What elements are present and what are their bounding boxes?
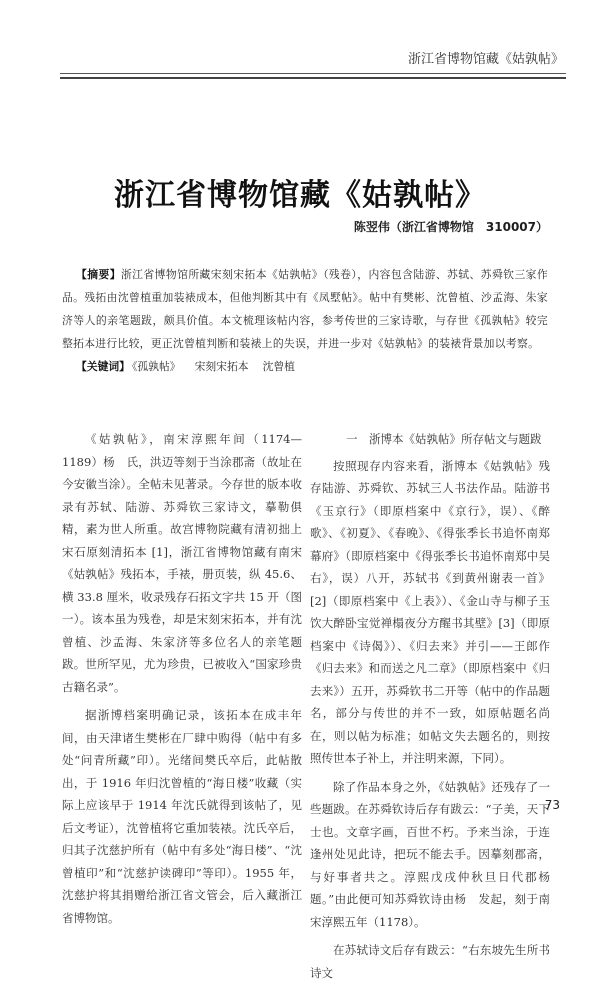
page-title: 浙江省博物馆藏《姑孰帖》 — [114, 178, 486, 213]
keyword: 《孤孰帖》 — [131, 360, 181, 373]
page-number: 73 — [544, 798, 560, 812]
abstract-text: 浙江省博物馆所藏宋刻宋拓本《姑孰帖》（残卷），内容包含陆游、苏轼、苏舜钦三家作品。残拓由沈曾植重加装裱成本，但他判断其中有《凤墅帖》。帖中有樊彬、沈曾植、沙孟海、朱家济等人的亲笔题跋，颇具价值。本文梳理该帖内容，参考传世的三家诗歌，与存世《孤孰帖》较完整拓本进行比较，更正沈曾植判断和装裱上的失误，并进一步对《姑孰帖》的装裱背景加以考察。 — [62, 268, 549, 350]
section-heading: 一 浙博本《姑孰帖》所存帖文与题跋 — [346, 432, 542, 446]
body-paragraph: 《姑孰帖》，南宋淳熙年间（1174—1189）杨 氏，洪迈等刻于当涂郡斋（故址在今安徽当涂）。全帖未见著录。今存世的版本收录有苏轼、陆游、苏舜钦三家诗文，摹勒俱精，素为世人所重。故宫博物院藏有清初拙上宋石原刻清拓本 [1]，浙江省博物馆藏有南宋《姑孰帖》残拓本，手裱，册页装，纵 45.6、横 33.8 厘米，收录残存石拓文字共 15 开（图一）。该本虽为残卷，却是宋刻宋拓本，并有沈曾植、沙孟海、朱家济等多位名人的亲笔题跋。世所罕见，尤为珍贵，已被收入“国家珍贵古籍名录”。 — [62, 432, 302, 694]
keywords-label: 【关键词】 — [76, 360, 130, 373]
header-rule — [60, 73, 566, 74]
body-paragraph: 在苏轼诗文后存有跋云：“右东坡先生所书诗文 — [310, 943, 550, 980]
keyword: 沈曾植 — [262, 360, 295, 373]
author-line: 陈翌伟（浙江省博物馆 310007） — [353, 220, 548, 234]
abstract-label: 【摘要】 — [76, 268, 121, 281]
header-rule-thick — [60, 77, 566, 79]
abstract — [62, 263, 548, 355]
body-paragraph: 据浙博档案明确记录，该拓本在成丰年间，由天津诸生樊彬在厂肆中购得（帖中有多处“问青所藏”印）。光绪间樊氏卒后，此帖散出，于 1916 年归沈曾植的“海日楼”收藏（实际上应该早于 1914 年沈氏就得到该帖了，见后文考证），沈曾植将它重加装裱。沈氏卒后，归其子沈慈护所有（帖中有多处“海日楼”、“沈曾植印”和“沈慈护读碑印”等印）。1955 年，沈慈护将其捐赠给浙江省文管会，后入藏浙江省博物馆。 — [62, 708, 302, 925]
left-column — [62, 428, 302, 935]
running-head: 浙江省博物馆藏《姑孰帖》 — [407, 52, 564, 67]
keywords — [76, 355, 546, 378]
keyword: 宋刻宋拓本 — [194, 360, 249, 373]
body-paragraph: 除了作品本身之外，《姑孰帖》还残存了一些题跋。在苏舜钦诗后存有跋云：“子美，天下士也。文章字画，百世不朽。予来当涂，于连逢州处见此诗，把玩不能去手。因摹刻郡斋，与好事者共之。淳熙戊戌仲秋旦日代郡杨 题。”由此便可知苏舜钦诗由杨 发起，刻于南宋淳熙五年（1178）。 — [310, 779, 562, 929]
body-paragraph: 按照现存内容来看，浙博本《姑孰帖》残存陆游、苏舜钦、苏轼三人书法作品。陆游书《玉京行》（即原档案中《京行》，误）、《醉歌》、《初夏》、《春晚》、《得张季长书追怀南郑幕府》（即原档案中《得张季长书追怀南郑中吴右》，误）八开，苏轼书《到黄州谢表一首》[2]（即原档案中《上表》）、《金山寺与柳子玉饮大醉卧宝觉禅榻夜分方醒书其壁》[3]（即原档案中《诗偈》）、《归去来》并引——王郎作《归去来》和而送之凡二章》（即原档案中《归去来》）五开，苏舜钦书二开等（帖中的作品题名，部分与传世的并不一致，如原帖题名尚在，则以帖为标准；如帖文失去题名的，则按照传世本子补上，并注明来源，下同）。 — [310, 458, 550, 765]
